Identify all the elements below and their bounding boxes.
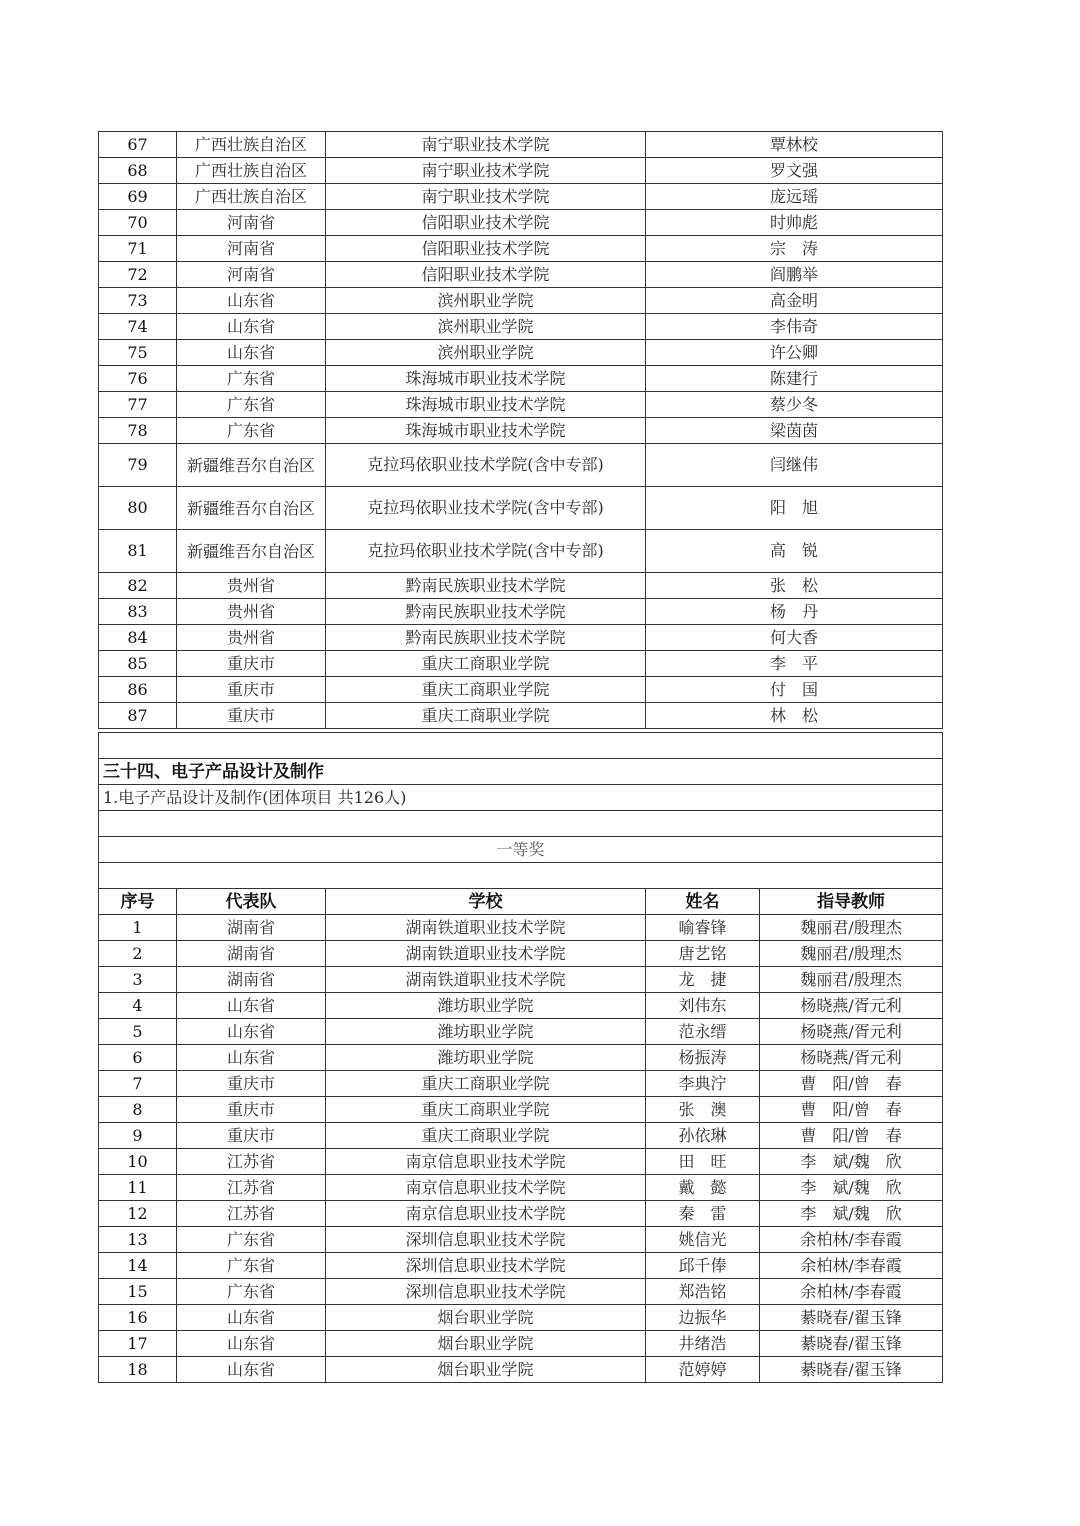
school-cell: 深圳信息职业技术学院	[326, 1279, 646, 1305]
student-name-cell: 范婷婷	[646, 1357, 760, 1383]
school-cell: 克拉玛依职业技术学院(含中专部)	[326, 444, 646, 487]
table-row	[99, 262, 943, 288]
team-cell: 重庆市	[177, 703, 326, 729]
award-row	[99, 837, 943, 863]
school-cell: 信阳职业技术学院	[326, 210, 646, 236]
team-cell: 广西壮族自治区	[177, 132, 326, 158]
student-name-cell: 喻睿锋	[646, 915, 760, 941]
student-name-cell: 时帅彪	[646, 210, 943, 236]
table-row	[99, 392, 943, 418]
table-row	[99, 1201, 943, 1227]
row-number: 13	[99, 1227, 177, 1253]
team-cell: 山东省	[177, 1045, 326, 1071]
student-name-cell: 田 旺	[646, 1149, 760, 1175]
table-row	[99, 573, 943, 599]
teacher-cell: 杨晓燕/胥元利	[760, 993, 943, 1019]
school-cell: 潍坊职业学院	[326, 993, 646, 1019]
team-cell: 山东省	[177, 1019, 326, 1045]
row-number: 76	[99, 366, 177, 392]
team-cell: 河南省	[177, 210, 326, 236]
school-cell: 湖南铁道职业技术学院	[326, 915, 646, 941]
teacher-cell: 余柏林/李春霞	[760, 1253, 943, 1279]
row-number: 9	[99, 1123, 177, 1149]
team-cell: 广西壮族自治区	[177, 184, 326, 210]
table-row	[99, 967, 943, 993]
student-name-cell: 李 平	[646, 651, 943, 677]
school-cell: 湖南铁道职业技术学院	[326, 967, 646, 993]
row-number: 70	[99, 210, 177, 236]
school-cell: 珠海城市职业技术学院	[326, 392, 646, 418]
row-number: 12	[99, 1201, 177, 1227]
row-number: 3	[99, 967, 177, 993]
row-number: 73	[99, 288, 177, 314]
student-name-cell: 邱千俸	[646, 1253, 760, 1279]
table-row	[99, 1331, 943, 1357]
row-number: 80	[99, 487, 177, 530]
section-title: 三十四、电子产品设计及制作	[99, 759, 943, 785]
table-row	[99, 993, 943, 1019]
team-cell: 山东省	[177, 1331, 326, 1357]
table-row	[99, 158, 943, 184]
student-name-cell: 庞远瑶	[646, 184, 943, 210]
spacer-row	[99, 863, 943, 889]
teacher-cell: 余柏林/李春霞	[760, 1227, 943, 1253]
table-row	[99, 915, 943, 941]
table-row	[99, 1019, 943, 1045]
school-cell: 信阳职业技术学院	[326, 236, 646, 262]
team-cell: 广东省	[177, 1253, 326, 1279]
student-name-cell: 覃林校	[646, 132, 943, 158]
award-level: 一等奖	[99, 837, 943, 863]
team-cell: 江苏省	[177, 1175, 326, 1201]
school-cell: 克拉玛依职业技术学院(含中专部)	[326, 487, 646, 530]
school-cell: 深圳信息职业技术学院	[326, 1227, 646, 1253]
team-cell: 山东省	[177, 288, 326, 314]
table-row	[99, 1071, 943, 1097]
teacher-cell: 杨晓燕/胥元利	[760, 1045, 943, 1071]
student-name-cell: 付 国	[646, 677, 943, 703]
header-row	[99, 889, 943, 915]
student-name-cell: 郑浩铭	[646, 1279, 760, 1305]
team-cell: 江苏省	[177, 1201, 326, 1227]
student-name-cell: 张 澳	[646, 1097, 760, 1123]
table-row	[99, 1305, 943, 1331]
school-cell: 信阳职业技术学院	[326, 262, 646, 288]
table-row	[99, 1253, 943, 1279]
results-table-continued	[98, 131, 943, 729]
row-number: 6	[99, 1045, 177, 1071]
table-row	[99, 288, 943, 314]
teacher-cell: 李 斌/魏 欣	[760, 1149, 943, 1175]
school-cell: 潍坊职业学院	[326, 1019, 646, 1045]
school-cell: 潍坊职业学院	[326, 1045, 646, 1071]
school-cell: 南京信息职业技术学院	[326, 1175, 646, 1201]
school-cell: 南宁职业技术学院	[326, 132, 646, 158]
teacher-cell: 曹 阳/曾 春	[760, 1097, 943, 1123]
table-row	[99, 236, 943, 262]
table-row	[99, 703, 943, 729]
table-row	[99, 340, 943, 366]
header-school: 学校	[326, 889, 646, 915]
student-name-cell: 龙 捷	[646, 967, 760, 993]
team-cell: 河南省	[177, 236, 326, 262]
teacher-cell: 杨晓燕/胥元利	[760, 1019, 943, 1045]
school-cell: 深圳信息职业技术学院	[326, 1253, 646, 1279]
team-cell: 广东省	[177, 418, 326, 444]
table-row	[99, 599, 943, 625]
school-cell: 重庆工商职业学院	[326, 1097, 646, 1123]
student-name-cell: 杨 丹	[646, 599, 943, 625]
table-row	[99, 651, 943, 677]
table-row	[99, 1045, 943, 1071]
school-cell: 南京信息职业技术学院	[326, 1149, 646, 1175]
table-row	[99, 941, 943, 967]
student-name-cell: 何大香	[646, 625, 943, 651]
teacher-cell: 魏丽君/殷理杰	[760, 941, 943, 967]
school-cell: 黔南民族职业技术学院	[326, 599, 646, 625]
school-cell: 黔南民族职业技术学院	[326, 573, 646, 599]
table-row	[99, 1123, 943, 1149]
section-subtitle-row	[99, 785, 943, 811]
student-name-cell: 许公卿	[646, 340, 943, 366]
header-name: 姓名	[646, 889, 760, 915]
row-number: 75	[99, 340, 177, 366]
team-cell: 贵州省	[177, 573, 326, 599]
row-number: 79	[99, 444, 177, 487]
student-name-cell: 井绪浩	[646, 1331, 760, 1357]
team-cell: 新疆维吾尔自治区	[177, 530, 326, 573]
teacher-cell: 曹 阳/曾 春	[760, 1071, 943, 1097]
team-cell: 贵州省	[177, 599, 326, 625]
student-name-cell: 罗文强	[646, 158, 943, 184]
student-name-cell: 秦 雷	[646, 1201, 760, 1227]
row-number: 81	[99, 530, 177, 573]
row-number: 67	[99, 132, 177, 158]
row-number: 16	[99, 1305, 177, 1331]
team-cell: 湖南省	[177, 967, 326, 993]
table-row	[99, 1227, 943, 1253]
team-cell: 广东省	[177, 1227, 326, 1253]
electronic-product-design-table	[98, 732, 943, 1383]
row-number: 10	[99, 1149, 177, 1175]
student-name-cell: 闫继伟	[646, 444, 943, 487]
team-cell: 广东省	[177, 366, 326, 392]
team-cell: 新疆维吾尔自治区	[177, 487, 326, 530]
row-number: 77	[99, 392, 177, 418]
table-row	[99, 444, 943, 487]
student-name-cell: 范永缙	[646, 1019, 760, 1045]
school-cell: 珠海城市职业技术学院	[326, 366, 646, 392]
row-number: 14	[99, 1253, 177, 1279]
table-row	[99, 625, 943, 651]
student-name-cell: 张 松	[646, 573, 943, 599]
teacher-cell: 曹 阳/曾 春	[760, 1123, 943, 1149]
team-cell: 山东省	[177, 314, 326, 340]
row-number: 1	[99, 915, 177, 941]
school-cell: 重庆工商职业学院	[326, 1123, 646, 1149]
header-no: 序号	[99, 889, 177, 915]
team-cell: 山东省	[177, 1357, 326, 1383]
teacher-cell: 魏丽君/殷理杰	[760, 967, 943, 993]
school-cell: 克拉玛依职业技术学院(含中专部)	[326, 530, 646, 573]
student-name-cell: 姚信光	[646, 1227, 760, 1253]
student-name-cell: 梁茵茵	[646, 418, 943, 444]
school-cell: 烟台职业学院	[326, 1357, 646, 1383]
row-number: 83	[99, 599, 177, 625]
school-cell: 重庆工商职业学院	[326, 651, 646, 677]
team-cell: 广西壮族自治区	[177, 158, 326, 184]
row-number: 82	[99, 573, 177, 599]
team-cell: 贵州省	[177, 625, 326, 651]
table-row	[99, 366, 943, 392]
student-name-cell: 林 松	[646, 703, 943, 729]
table-row	[99, 530, 943, 573]
school-cell: 滨州职业学院	[326, 340, 646, 366]
teacher-cell: 李 斌/魏 欣	[760, 1201, 943, 1227]
school-cell: 重庆工商职业学院	[326, 677, 646, 703]
table-row	[99, 418, 943, 444]
header-teacher: 指导教师	[760, 889, 943, 915]
teacher-cell: 綦晓春/翟玉锋	[760, 1331, 943, 1357]
team-cell: 新疆维吾尔自治区	[177, 444, 326, 487]
spacer-row	[99, 811, 943, 837]
student-name-cell: 阳 旭	[646, 487, 943, 530]
table-row	[99, 314, 943, 340]
school-cell: 南京信息职业技术学院	[326, 1201, 646, 1227]
school-cell: 滨州职业学院	[326, 288, 646, 314]
table-row	[99, 1097, 943, 1123]
student-name-cell: 高 锐	[646, 530, 943, 573]
team-cell: 河南省	[177, 262, 326, 288]
student-name-cell: 李典泞	[646, 1071, 760, 1097]
table-row	[99, 1357, 943, 1383]
team-cell: 广东省	[177, 1279, 326, 1305]
table-row	[99, 184, 943, 210]
table-row	[99, 1279, 943, 1305]
student-name-cell: 宗 涛	[646, 236, 943, 262]
row-number: 15	[99, 1279, 177, 1305]
row-number: 87	[99, 703, 177, 729]
team-cell: 江苏省	[177, 1149, 326, 1175]
school-cell: 黔南民族职业技术学院	[326, 625, 646, 651]
student-name-cell: 孙依琳	[646, 1123, 760, 1149]
team-cell: 山东省	[177, 340, 326, 366]
school-cell: 南宁职业技术学院	[326, 184, 646, 210]
row-number: 72	[99, 262, 177, 288]
team-cell: 湖南省	[177, 941, 326, 967]
table-row	[99, 677, 943, 703]
team-cell: 重庆市	[177, 1097, 326, 1123]
student-name-cell: 刘伟东	[646, 993, 760, 1019]
school-cell: 珠海城市职业技术学院	[326, 418, 646, 444]
team-cell: 重庆市	[177, 1123, 326, 1149]
team-cell: 重庆市	[177, 651, 326, 677]
school-cell: 烟台职业学院	[326, 1331, 646, 1357]
row-number: 85	[99, 651, 177, 677]
row-number: 84	[99, 625, 177, 651]
student-name-cell: 唐艺铭	[646, 941, 760, 967]
student-name-cell: 蔡少冬	[646, 392, 943, 418]
school-cell: 湖南铁道职业技术学院	[326, 941, 646, 967]
section-subtitle: 1.电子产品设计及制作(团体项目 共126人)	[99, 785, 943, 811]
row-number: 69	[99, 184, 177, 210]
row-number: 18	[99, 1357, 177, 1383]
table-row	[99, 1149, 943, 1175]
student-name-cell: 戴 懿	[646, 1175, 760, 1201]
row-number: 74	[99, 314, 177, 340]
header-team: 代表队	[177, 889, 326, 915]
team-cell: 重庆市	[177, 677, 326, 703]
teacher-cell: 綦晓春/翟玉锋	[760, 1305, 943, 1331]
student-name-cell: 杨振涛	[646, 1045, 760, 1071]
student-name-cell: 高金明	[646, 288, 943, 314]
row-number: 8	[99, 1097, 177, 1123]
teacher-cell: 余柏林/李春霞	[760, 1279, 943, 1305]
row-number: 78	[99, 418, 177, 444]
row-number: 86	[99, 677, 177, 703]
school-cell: 南宁职业技术学院	[326, 158, 646, 184]
row-number: 7	[99, 1071, 177, 1097]
row-number: 2	[99, 941, 177, 967]
teacher-cell: 綦晓春/翟玉锋	[760, 1357, 943, 1383]
team-cell: 广东省	[177, 392, 326, 418]
school-cell: 重庆工商职业学院	[326, 703, 646, 729]
student-name-cell: 阎鹏举	[646, 262, 943, 288]
row-number: 5	[99, 1019, 177, 1045]
table-row	[99, 132, 943, 158]
table-row	[99, 210, 943, 236]
spacer-row	[99, 733, 943, 759]
row-number: 11	[99, 1175, 177, 1201]
school-cell: 烟台职业学院	[326, 1305, 646, 1331]
table-row	[99, 1175, 943, 1201]
team-cell: 山东省	[177, 993, 326, 1019]
school-cell: 滨州职业学院	[326, 314, 646, 340]
section-title-row	[99, 759, 943, 785]
team-cell: 湖南省	[177, 915, 326, 941]
row-number: 4	[99, 993, 177, 1019]
student-name-cell: 边振华	[646, 1305, 760, 1331]
table-row	[99, 487, 943, 530]
student-name-cell: 陈建行	[646, 366, 943, 392]
school-cell: 重庆工商职业学院	[326, 1071, 646, 1097]
row-number: 17	[99, 1331, 177, 1357]
teacher-cell: 李 斌/魏 欣	[760, 1175, 943, 1201]
row-number: 68	[99, 158, 177, 184]
team-cell: 重庆市	[177, 1071, 326, 1097]
team-cell: 山东省	[177, 1305, 326, 1331]
student-name-cell: 李伟奇	[646, 314, 943, 340]
row-number: 71	[99, 236, 177, 262]
teacher-cell: 魏丽君/殷理杰	[760, 915, 943, 941]
